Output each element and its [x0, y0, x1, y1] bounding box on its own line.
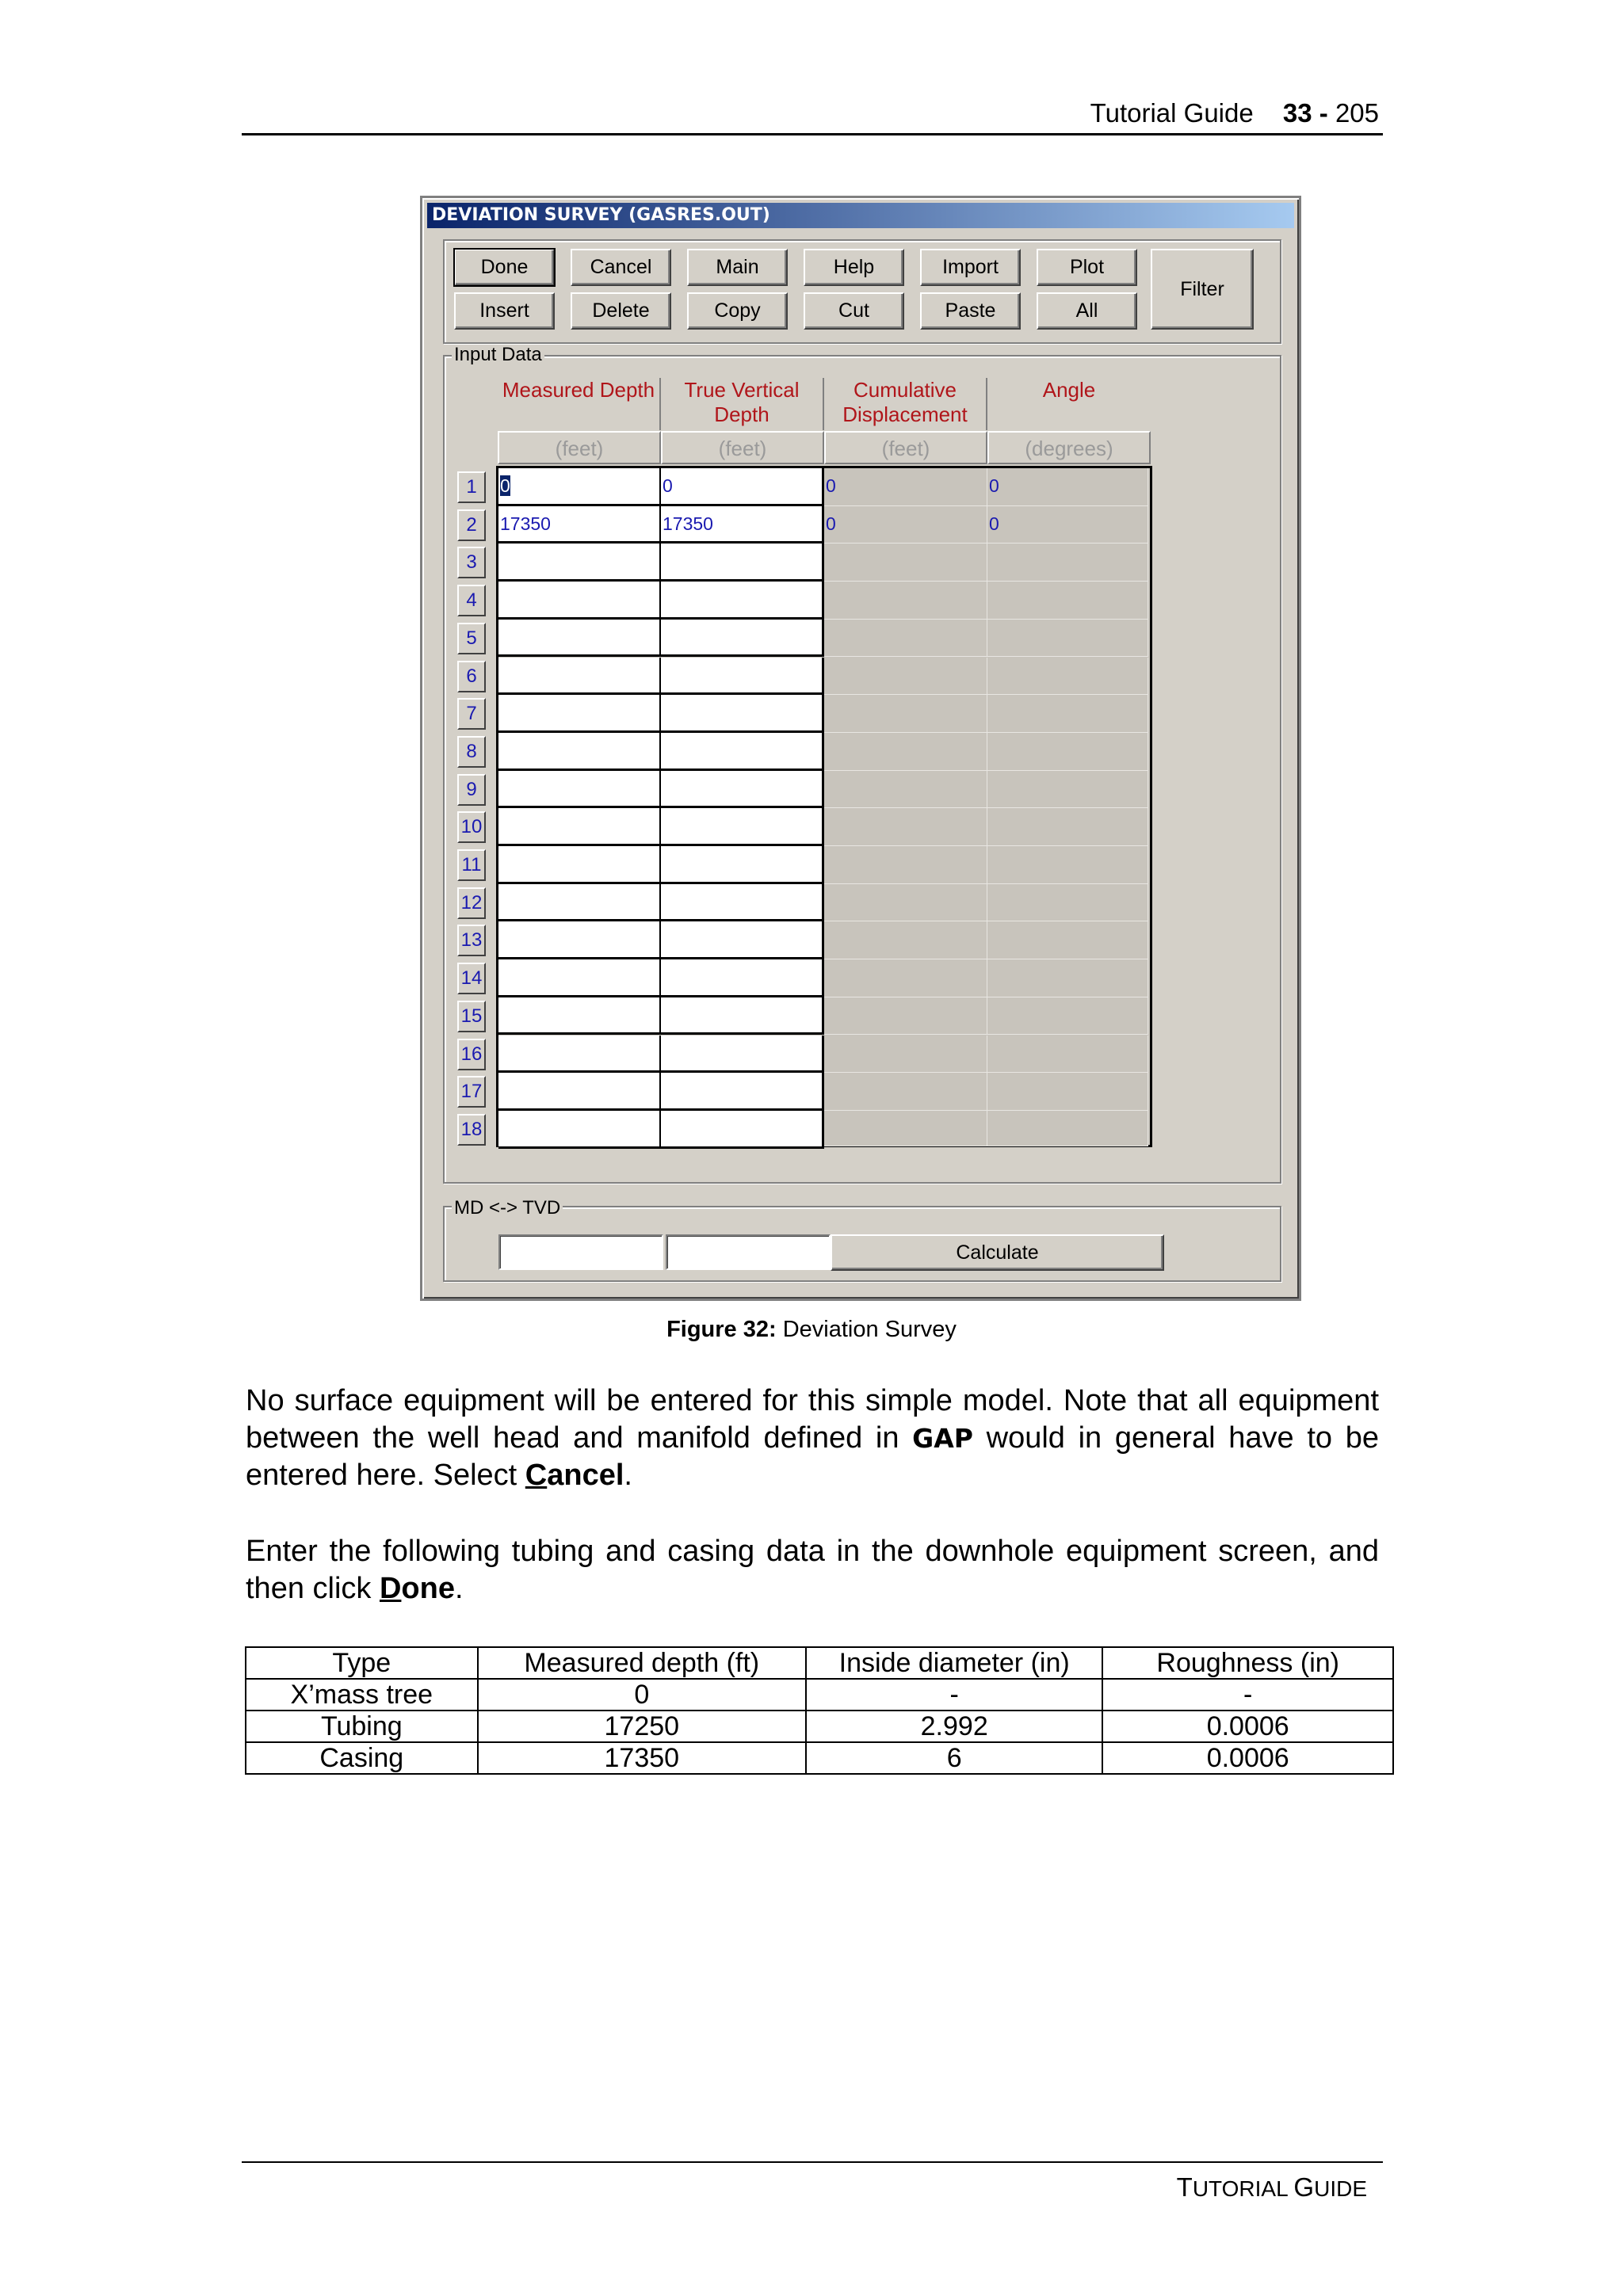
grid-cell[interactable] — [498, 582, 662, 620]
header-page-number: 205 — [1335, 98, 1379, 128]
paragraph-surface-equipment: No surface equipment will be entered for this simple model. Note that all equipment between the well head and manifold defined in GAP would in general have to be entered here. Select Cancel. — [246, 1384, 1379, 1492]
grid-cell[interactable] — [661, 808, 824, 846]
grid-cell[interactable] — [661, 658, 824, 696]
row-number-button[interactable]: 5 — [457, 623, 486, 654]
grid-cell[interactable] — [498, 543, 662, 582]
grid-cell[interactable] — [661, 543, 824, 582]
row-number-button[interactable]: 1 — [457, 471, 486, 503]
grid-cell[interactable] — [987, 921, 1148, 959]
row-number-button[interactable]: 2 — [457, 509, 486, 541]
grid-cell[interactable] — [987, 582, 1148, 620]
table-header-row — [246, 1647, 1393, 1679]
calculate-button[interactable]: Calculate — [831, 1234, 1164, 1271]
table-cell: 0.0006 — [1102, 1742, 1393, 1774]
header-page-section: 33 - — [1282, 98, 1328, 128]
grid-cell[interactable] — [824, 808, 987, 846]
insert-button[interactable]: Insert — [454, 292, 555, 330]
grid-cell[interactable] — [987, 620, 1148, 658]
unit-cumulative-displacement: (feet) — [824, 431, 987, 464]
row-number-button[interactable]: 7 — [457, 698, 486, 730]
table-cell: 2.992 — [806, 1711, 1102, 1742]
tvd-input[interactable] — [666, 1234, 831, 1270]
grid-cell[interactable] — [498, 733, 662, 771]
grid-cell[interactable] — [987, 808, 1148, 846]
grid-cell[interactable] — [987, 695, 1148, 733]
grid-cell-value: 0 — [500, 475, 510, 496]
grid-cell[interactable] — [824, 506, 987, 544]
grid-cell-value: 17350 — [500, 513, 551, 534]
grid-cell[interactable] — [498, 1073, 662, 1111]
grid-cell[interactable] — [661, 884, 824, 922]
paragraph-enter-tubing: Enter the following tubing and casing data in the downhole equipment screen, and then click Done. — [246, 1535, 1379, 1605]
table-row — [246, 1742, 1393, 1774]
equipment-table — [245, 1646, 1394, 1775]
grid-cell[interactable] — [824, 543, 987, 582]
import-button[interactable]: Import — [920, 249, 1021, 286]
table-row — [246, 1679, 1393, 1711]
plot-button[interactable]: Plot — [1037, 249, 1137, 286]
row-number-button[interactable]: 9 — [457, 774, 486, 806]
table-cell: 17350 — [478, 1742, 806, 1774]
grid-cell[interactable] — [661, 997, 824, 1035]
cut-button[interactable]: Cut — [804, 292, 904, 330]
column-header-true-vertical-depth: True Vertical Depth — [661, 378, 824, 430]
column-header-cumulative-displacement: Cumulative Displacement — [824, 378, 987, 430]
grid-cell[interactable] — [661, 695, 824, 733]
grid-cell[interactable] — [498, 846, 662, 884]
grid-cell[interactable] — [987, 1111, 1148, 1146]
grid-cell[interactable] — [498, 959, 662, 997]
unit-measured-depth: (feet) — [498, 431, 661, 464]
md-input[interactable] — [498, 1234, 663, 1270]
main-button[interactable]: Main — [687, 249, 788, 286]
copy-button[interactable]: Copy — [687, 292, 788, 330]
delete-button[interactable]: Delete — [571, 292, 671, 330]
grid-cell[interactable] — [661, 620, 824, 658]
grid-cell-value: 0 — [826, 513, 836, 534]
table-cell: Casing — [246, 1742, 478, 1774]
unit-true-vertical-depth: (feet) — [661, 431, 824, 464]
grid-cell[interactable] — [498, 808, 662, 846]
grid-cell[interactable] — [824, 997, 987, 1035]
grid-cell[interactable] — [987, 997, 1148, 1035]
unit-angle: (degrees) — [987, 431, 1151, 464]
grid-cell[interactable] — [987, 543, 1148, 582]
column-header-measured-depth: Measured Depth — [498, 378, 661, 430]
grid-cell[interactable] — [987, 884, 1148, 922]
table-cell: 0 — [478, 1679, 806, 1711]
grid-cell[interactable] — [987, 846, 1148, 884]
caption-text: Deviation Survey — [782, 1317, 957, 1342]
grid-cell[interactable] — [824, 582, 987, 620]
caption-prefix: Figure 32: — [666, 1317, 777, 1342]
header-title: Tutorial Guide — [1090, 98, 1254, 128]
table-cell: 17250 — [478, 1711, 806, 1742]
grid-cell[interactable] — [987, 506, 1148, 544]
grid-cell[interactable] — [498, 468, 662, 506]
grid-cell[interactable] — [661, 1111, 824, 1149]
row-number-button[interactable]: 16 — [457, 1039, 486, 1070]
grid-cell[interactable] — [824, 921, 987, 959]
grid-cell[interactable] — [498, 695, 662, 733]
grid-cell-value: 17350 — [663, 513, 713, 534]
row-number-button[interactable]: 8 — [457, 736, 486, 768]
grid-cell[interactable] — [661, 846, 824, 884]
table-row — [246, 1711, 1393, 1742]
grid-cell-value: 0 — [989, 513, 999, 534]
grid-cell[interactable] — [498, 1111, 662, 1149]
table-cell: Tubing — [246, 1711, 478, 1742]
grid-cell[interactable] — [498, 658, 662, 696]
grid-cell-value: 0 — [989, 475, 999, 496]
grid-cell[interactable] — [661, 468, 824, 506]
grid-cell[interactable] — [498, 506, 662, 544]
grid-cell[interactable] — [987, 1035, 1148, 1074]
figure-caption — [0, 1317, 1623, 1343]
row-number-button[interactable]: 14 — [457, 963, 486, 994]
header-text — [1090, 98, 1379, 128]
cancel-button[interactable]: Cancel — [571, 249, 671, 286]
page-header — [242, 97, 1383, 135]
all-button[interactable]: All — [1037, 292, 1137, 330]
cancel-keyword: Cancel — [525, 1459, 624, 1492]
table-cell: - — [1102, 1679, 1393, 1711]
row-number-button[interactable]: 6 — [457, 661, 486, 692]
footer-text: TUTORIAL GUIDE — [1176, 2172, 1367, 2202]
md-tvd-label: MD <-> TVD — [452, 1198, 563, 1219]
grid-cell[interactable] — [824, 1073, 987, 1111]
grid-cell[interactable] — [987, 468, 1148, 506]
row-number-button[interactable]: 18 — [457, 1114, 486, 1146]
done-keyword: Done — [379, 1572, 455, 1605]
grid-cell-value: 0 — [826, 475, 836, 496]
row-number-button[interactable]: 17 — [457, 1076, 486, 1108]
grid-cell[interactable] — [661, 582, 824, 620]
grid-cell[interactable] — [661, 921, 824, 959]
table-cell: 0.0006 — [1102, 1711, 1393, 1742]
grid-cell[interactable] — [824, 846, 987, 884]
grid-cell[interactable] — [498, 884, 662, 922]
row-number-button[interactable]: 15 — [457, 1001, 486, 1032]
grid-cell[interactable] — [824, 620, 987, 658]
row-number-button[interactable]: 10 — [457, 811, 486, 843]
grid-cell[interactable] — [987, 771, 1148, 809]
grid-cell[interactable] — [824, 1035, 987, 1074]
grid-cell[interactable] — [987, 1073, 1148, 1111]
grid-cell[interactable] — [498, 771, 662, 809]
grid-cell[interactable] — [498, 620, 662, 658]
gap-program-name: GAP — [912, 1423, 973, 1454]
grid-cell[interactable] — [498, 921, 662, 959]
grid-cell[interactable] — [661, 506, 824, 544]
page-footer — [242, 2161, 1383, 2201]
table-header-cell: Roughness (in) — [1102, 1647, 1393, 1679]
grid-cell[interactable] — [824, 468, 987, 506]
paste-button[interactable]: Paste — [920, 292, 1021, 330]
column-header-angle: Angle — [1042, 378, 1096, 402]
input-data-label: Input Data — [452, 345, 544, 365]
table-header-cell: Type — [246, 1647, 478, 1679]
grid-cell-value: 0 — [663, 475, 673, 496]
row-number-button[interactable]: 3 — [457, 547, 486, 578]
grid-cell[interactable] — [824, 884, 987, 922]
grid-cell[interactable] — [987, 733, 1148, 771]
table-cell: X’mass tree — [246, 1679, 478, 1711]
grid-cell[interactable] — [498, 997, 662, 1035]
row-number-button[interactable]: 11 — [457, 849, 486, 881]
grid-cell[interactable] — [824, 695, 987, 733]
grid-cell[interactable] — [661, 959, 824, 997]
row-number-button[interactable]: 13 — [457, 925, 486, 956]
row-number-button[interactable]: 12 — [457, 887, 486, 919]
table-cell: 6 — [806, 1742, 1102, 1774]
grid-cell[interactable] — [661, 1035, 824, 1074]
filter-button[interactable]: Filter — [1151, 249, 1254, 330]
done-button[interactable]: Done — [454, 249, 555, 286]
table-cell: - — [806, 1679, 1102, 1711]
help-button[interactable]: Help — [804, 249, 904, 286]
dialog-title: DEVIATION SURVEY (GASRES.OUT) — [427, 203, 1294, 228]
grid-cell[interactable] — [824, 959, 987, 997]
grid-cell[interactable] — [824, 771, 987, 809]
grid-cell[interactable] — [661, 733, 824, 771]
grid-cell[interactable] — [498, 1035, 662, 1074]
row-number-button[interactable]: 4 — [457, 585, 486, 616]
grid-cell[interactable] — [824, 733, 987, 771]
table-header-cell: Inside diameter (in) — [806, 1647, 1102, 1679]
grid-cell[interactable] — [987, 959, 1148, 997]
table-header-cell: Measured depth (ft) — [478, 1647, 806, 1679]
grid-cell[interactable] — [661, 771, 824, 809]
grid-cell[interactable] — [824, 658, 987, 696]
grid-cell[interactable] — [987, 658, 1148, 696]
grid-cell[interactable] — [661, 1073, 824, 1111]
grid-cell[interactable] — [824, 1111, 987, 1146]
